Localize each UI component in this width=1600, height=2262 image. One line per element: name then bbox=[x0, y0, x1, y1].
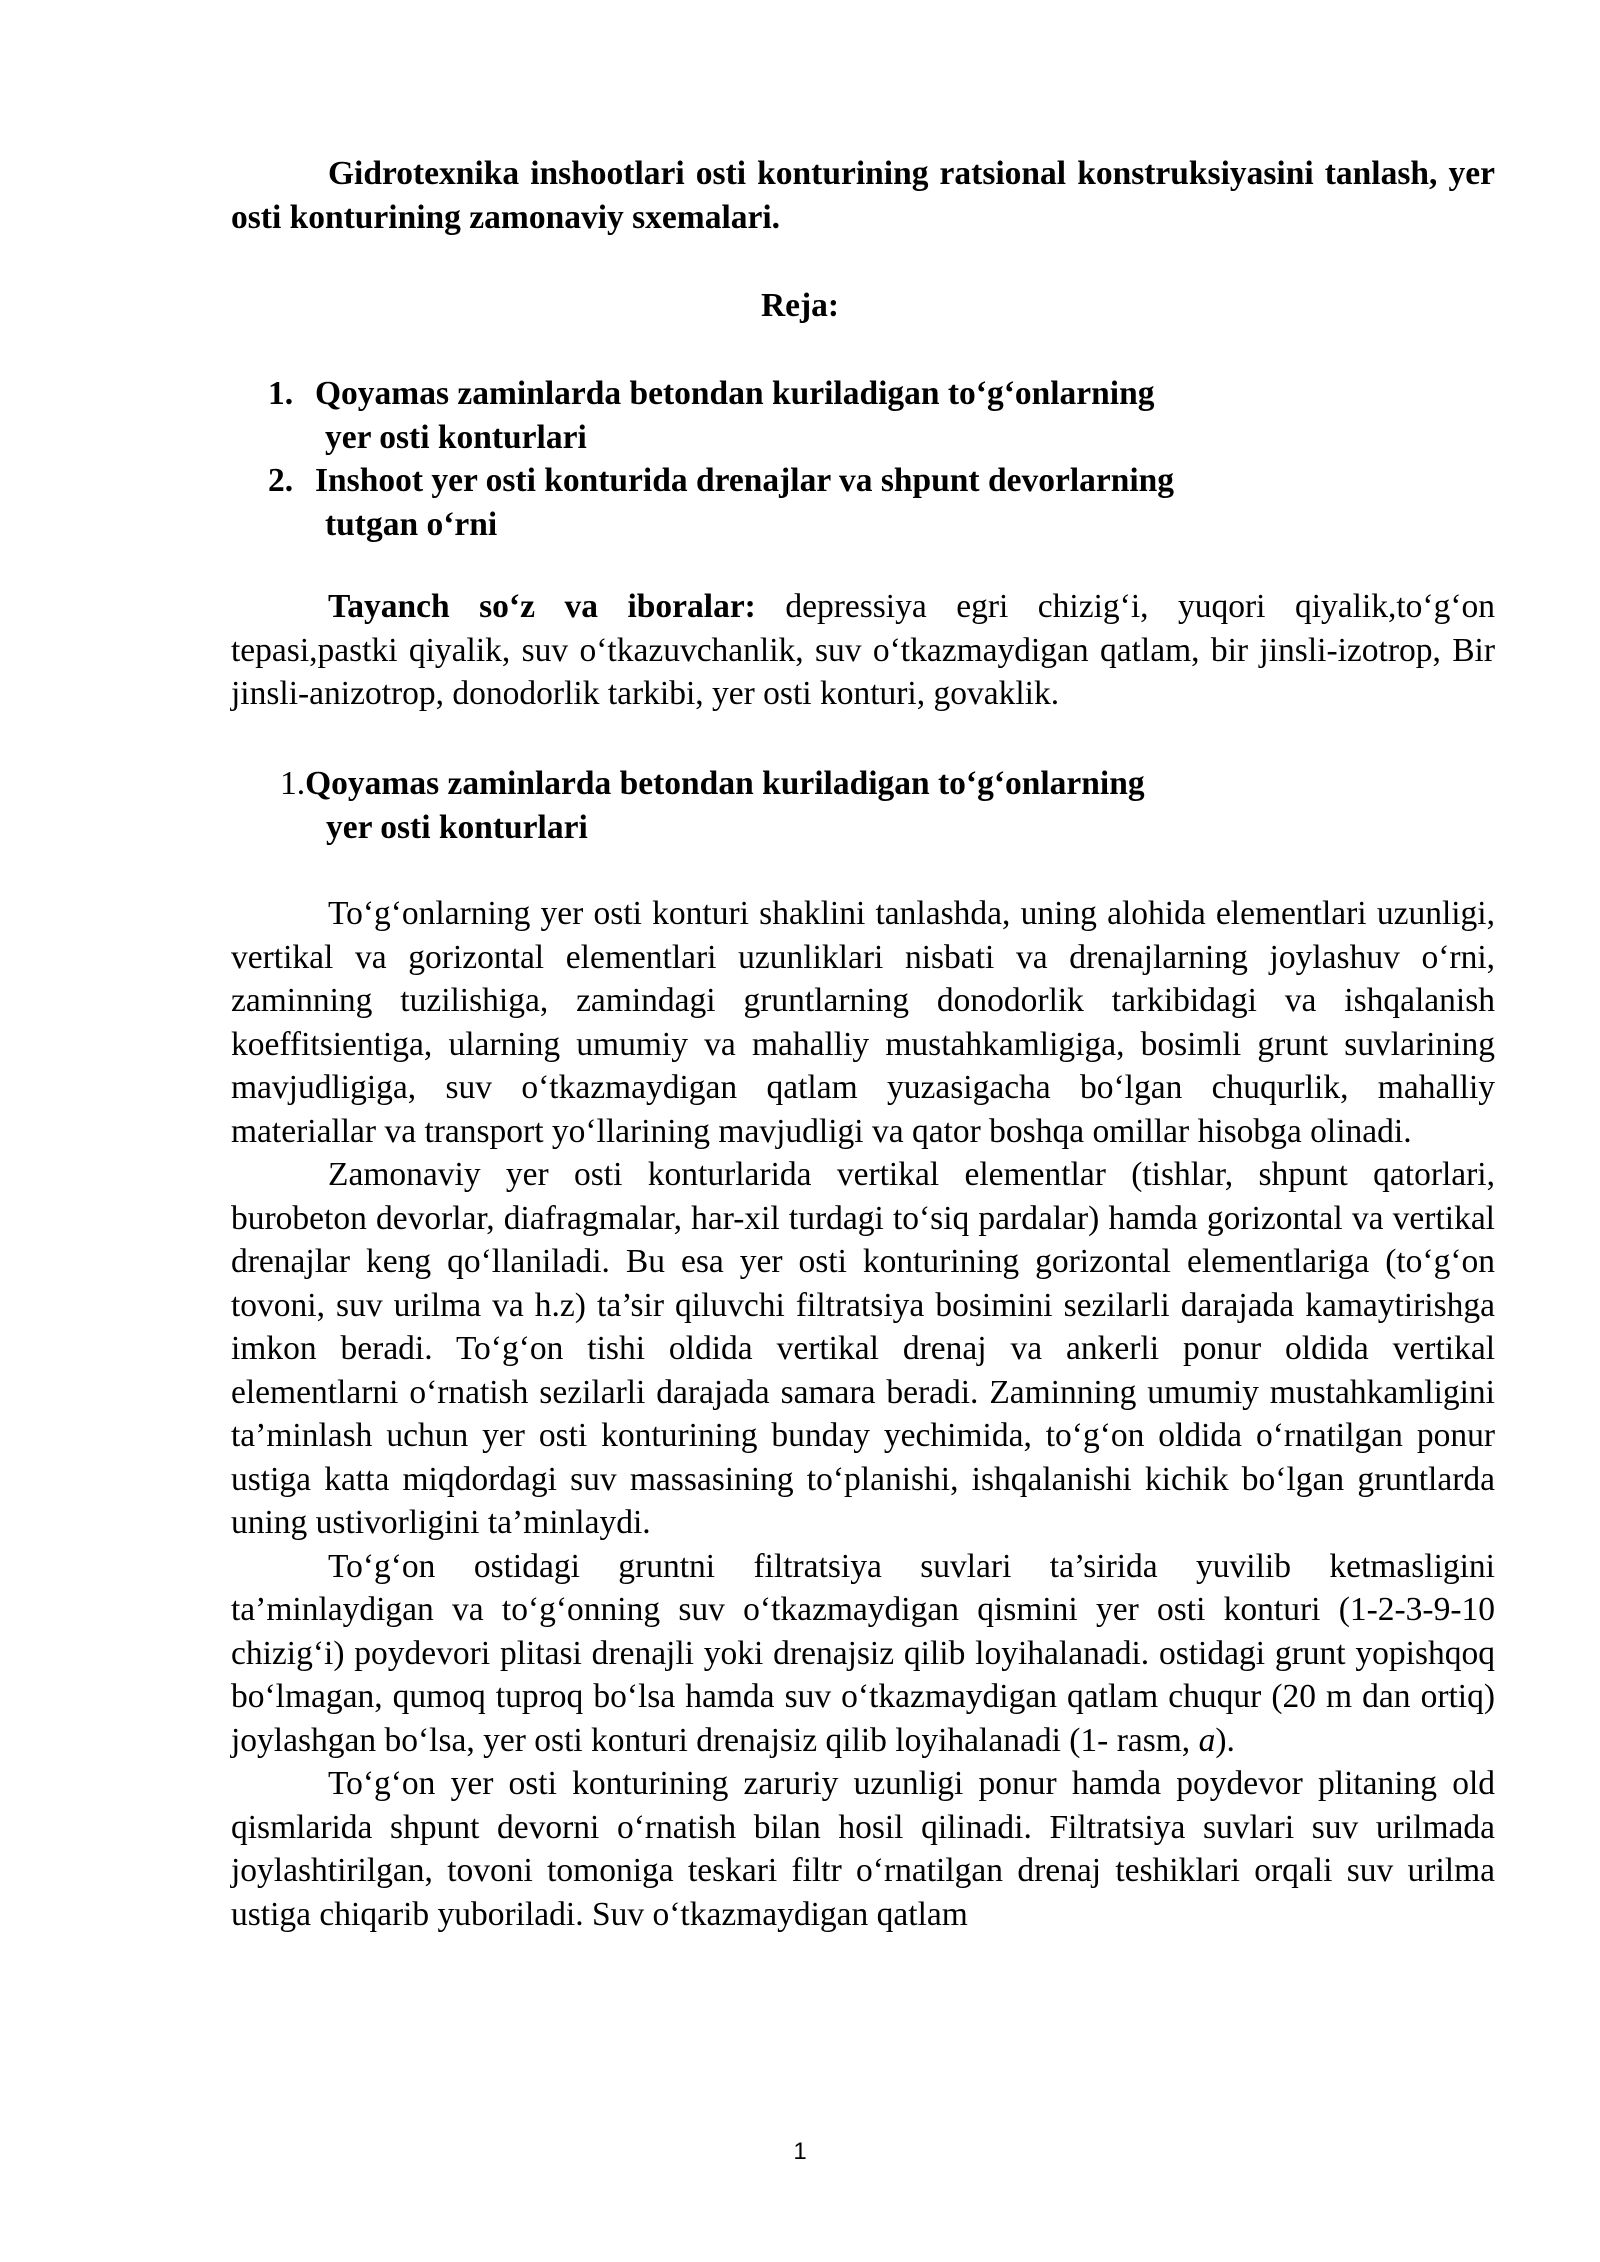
plan-item-text: Inshoot yer osti konturida drenajlar va shpunt devorlarning bbox=[315, 462, 1175, 499]
section-heading bbox=[280, 762, 1480, 849]
plan-item-1 bbox=[268, 372, 1468, 459]
paragraph bbox=[231, 1545, 1495, 1763]
paragraph: Zamonaviy yer osti konturlarida vertikal elementlar (tishlar, shpunt qatorlari, burobeton devorlar, diafragmalar, har-xil turdagi to‘siq pardalar) hamda gorizontal va vertikal drenajlar keng qo‘llaniladi. Bu esa yer osti konturining gorizontal elementlariga (to‘g‘on tovoni, suv urilma va h.z) ta’sir qiluvchi filtratsiya bosimini sezilarli darajada kamaytirishga imkon beradi. To‘g‘on tishi oldida vertikal drenaj va ankerli ponur oldida vertikal elementlarni o‘rnatish sezilarli darajada samara beradi. Zaminning umumiy mustahkamligini ta’minlash uchun yer osti konturining bunday yechimida, to‘g‘on oldida o‘rnatilgan ponur ustiga katta miqdordagi suv massasining to‘planishi, ishqalanishi kichik bo‘lgan gruntlarda uning ustivorligini ta’minlaydi. bbox=[231, 1156, 1495, 1541]
paragraph-text: To‘g‘on ostidagi gruntni filtratsiya suvlari ta’sirida yuvilib ketmasligini ta’minlaydigan va to‘g‘onning suv o‘tkazmaydigan qismini yer osti konturi (1-2-3-9-10 chizig‘i) poydevori plitasi drenajli yoki drenajsiz qilib loyihalanadi. ostidagi grunt yopishqoq bo‘lmagan, qumoq tuproq bo‘lsa hamda suv o‘tkazmaydigan qatlam chuqur (20 m dan ortiq) joylashgan bo‘lsa, yer osti konturi drenajsiz qilib loyihalanadi (1- rasm, bbox=[231, 1547, 1495, 1759]
section-title: Qoyamas zaminlarda betondan kuriladigan to‘g‘onlarning bbox=[305, 765, 1145, 802]
plan-item-number: 2. bbox=[268, 462, 294, 499]
document-title: Gidrotexnika inshootlari osti konturining ratsional konstruksiyasini tanlash, yer osti konturining zamonaviy sxemalari. bbox=[231, 155, 1495, 236]
keywords-label: Tayanch so‘z va iboralar: bbox=[328, 588, 756, 625]
body-text bbox=[231, 892, 1495, 1936]
plan-item-continuation: yer osti konturlari bbox=[325, 418, 587, 456]
page-number: 1 bbox=[793, 2138, 807, 2165]
section-number: 1. bbox=[280, 765, 306, 802]
reja-heading: Reja: bbox=[760, 287, 840, 324]
keywords-paragraph bbox=[231, 585, 1495, 716]
plan-item-continuation: tutgan o‘rni bbox=[325, 505, 498, 543]
figure-ref-italic: a bbox=[1198, 1721, 1216, 1759]
plan-item-text: Qoyamas zaminlarda betondan kuriladigan to‘g‘onlarning bbox=[315, 375, 1155, 412]
paragraph: To‘g‘onlarning yer osti konturi shaklini tanlashda, uning alohida elementlari uzunligi, vertikal va gorizontal elementlari uzunliklari nisbati va drenajlarning joylashuv o‘rni, zaminning tuzilishiga, zamindagi gruntlarning donodorlik tarkibidagi va ishqalanish koeffitsientiga, ularning umumiy va mahalliy mustahkamligiga, bosimli grunt suvlarining mavjudligiga, suv o‘tkazmaydigan qatlam yuzasigacha bo‘lgan chuqurlik, mahalliy materiallar va transport yo‘llarining mavjudligi va qator boshqa omillar hisobga olinadi. bbox=[231, 895, 1495, 1150]
plan-item-2 bbox=[268, 459, 1468, 546]
paragraph-end: ). bbox=[1215, 1721, 1235, 1759]
section-title-continuation: yer osti konturlari bbox=[326, 808, 588, 846]
paragraph: To‘g‘on yer osti konturining zaruriy uzunligi ponur hamda poydevor plitaning old qismlarida shpunt devorni o‘rnatish bilan hosil qilinadi. Filtratsiya suvlari suv urilmada joylashtirilgan, tovoni tomoniga teskari filtr o‘rnatilgan drenaj teshiklari orqali suv urilma ustiga chiqarib yuboriladi. Suv o‘tkazmaydigan qatlam bbox=[231, 1765, 1495, 1933]
plan-item-number: 1. bbox=[268, 375, 294, 412]
keywords-text: depressiya egri chizig‘i, yuqori qiyalik,to‘g‘on tepasi,pastki qiyalik, suv o‘tkazuvchanlik, suv o‘tkazmaydigan qatlam, bir jinsli-izotrop, Bir jinsli-anizotrop, donodorlik tarkibi, yer osti konturi, govaklik. bbox=[231, 588, 1495, 712]
